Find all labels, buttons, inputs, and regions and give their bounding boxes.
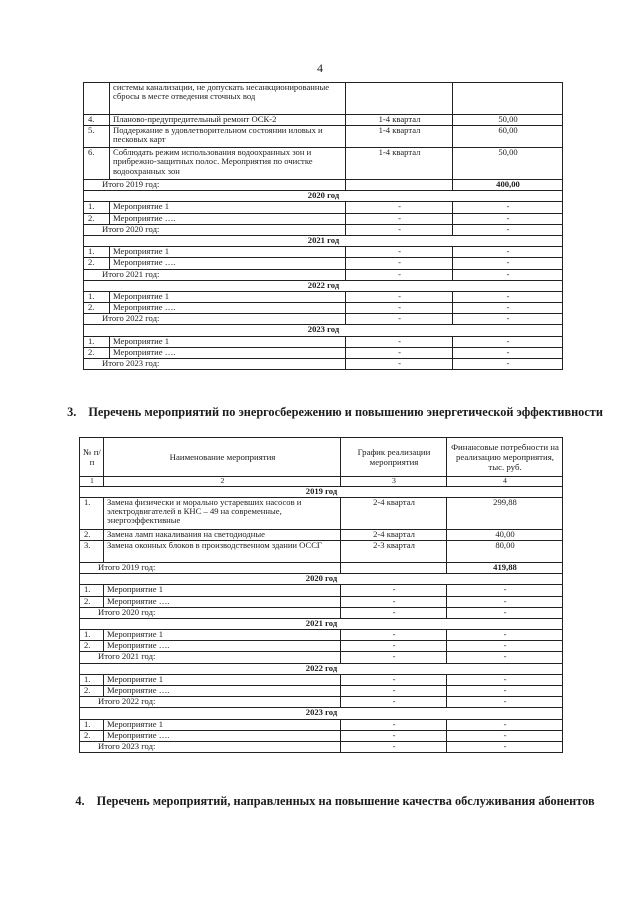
cost-cell: -: [447, 641, 563, 652]
row-number: 2.: [84, 303, 110, 314]
measure-name: Мероприятие ….: [104, 686, 341, 697]
measure-name: Планово-предупредительный ремонт ОСК-2: [110, 115, 346, 126]
year-row: [80, 663, 563, 674]
cost-cell: -: [453, 202, 563, 213]
table-row: [84, 347, 563, 358]
schedule-cell: -: [341, 630, 447, 641]
row-number: 2.: [84, 213, 110, 224]
header-name: Наименование мероприятия: [104, 438, 341, 477]
schedule-cell: 1-4 квартал: [346, 115, 453, 126]
year-row: [80, 708, 563, 719]
cost-cell: -: [453, 247, 563, 258]
schedule-cell: -: [346, 347, 453, 358]
table-row: [84, 303, 563, 314]
table-row: [84, 148, 563, 180]
schedule-cell: -: [346, 336, 453, 347]
schedule-cell: -: [341, 641, 447, 652]
table-row: [84, 336, 563, 347]
cost-cell: -: [447, 674, 563, 685]
schedule-cell: -: [341, 585, 447, 596]
year-label: 2021 год: [84, 235, 563, 246]
total-row: [80, 652, 563, 663]
measure-name: Мероприятие 1: [110, 202, 346, 213]
table-row: [80, 585, 563, 596]
schedule-cell: -: [341, 652, 447, 663]
cost-cell: 40,00: [447, 529, 563, 540]
year-row: [84, 191, 563, 202]
year-label: 2020 год: [84, 191, 563, 202]
cost-cell: 419,88: [447, 562, 563, 573]
column-number: 1: [80, 477, 104, 487]
total-row: [84, 224, 563, 235]
total-row: [84, 180, 563, 191]
row-number: 2.: [80, 686, 104, 697]
table2-column-numbers-row: [80, 477, 563, 487]
cost-cell: -: [453, 269, 563, 280]
table-row: [80, 674, 563, 685]
cost-cell: -: [453, 347, 563, 358]
year-label: 2020 год: [80, 574, 563, 585]
schedule-cell: -: [346, 202, 453, 213]
total-row: [80, 741, 563, 752]
row-number: 1.: [80, 630, 104, 641]
column-number: 4: [447, 477, 563, 487]
cost-cell: -: [453, 314, 563, 325]
section-3-number: 3.: [67, 405, 77, 419]
measure-name: Поддержание в удовлетворительном состоянии иловых и песковых карт: [110, 126, 346, 148]
row-number: 2.: [80, 641, 104, 652]
row-number: 2.: [80, 529, 104, 540]
row-number: 2.: [80, 596, 104, 607]
total-row: [84, 359, 563, 370]
total-row: [84, 314, 563, 325]
row-number: 2.: [84, 258, 110, 269]
measure-name: Мероприятие ….: [110, 213, 346, 224]
table-row: [80, 730, 563, 741]
total-label: Итого 2023 год:: [80, 741, 341, 752]
schedule-cell: -: [346, 303, 453, 314]
row-number: 5.: [84, 126, 110, 148]
measure-name: Мероприятие ….: [110, 347, 346, 358]
header-schedule: График реализации мероприятия: [341, 438, 447, 477]
cost-cell: -: [447, 652, 563, 663]
measure-name: Мероприятие ….: [104, 730, 341, 741]
table-row: [84, 247, 563, 258]
table-row: [84, 291, 563, 302]
cost-cell: -: [453, 258, 563, 269]
total-row: [80, 607, 563, 618]
measure-name: Мероприятие 1: [104, 719, 341, 730]
measure-name: Мероприятие 1: [110, 336, 346, 347]
schedule-cell: -: [341, 674, 447, 685]
schedule-cell: -: [341, 730, 447, 741]
energy-saving-measures-table: [79, 437, 563, 753]
table-row: [84, 258, 563, 269]
table-row: [80, 497, 563, 529]
schedule-cell: 2-3 квартал: [341, 540, 447, 562]
cost-cell: -: [447, 697, 563, 708]
total-label: Итого 2022 год:: [80, 697, 341, 708]
cost-cell: 299,88: [447, 497, 563, 529]
row-number: 6.: [84, 148, 110, 180]
row-number: 2.: [84, 347, 110, 358]
schedule-cell: -: [346, 359, 453, 370]
table-row: [80, 596, 563, 607]
schedule-cell: [346, 83, 453, 115]
table-row: [80, 641, 563, 652]
row-number: 1.: [84, 291, 110, 302]
header-cost: Финансовые потребности на реализацию мероприятия, тыс. руб.: [447, 438, 563, 477]
total-label: Итого 2023 год:: [84, 359, 346, 370]
row-number: 1.: [80, 719, 104, 730]
measure-name: Соблюдать режим использования водоохранных зон и прибрежно-защитных полос. Мероприятия по очистке водоохранных зон: [110, 148, 346, 180]
row-number: 1.: [84, 247, 110, 258]
section-3-title: [60, 405, 610, 419]
cost-cell: 400,00: [453, 180, 563, 191]
cost-cell: -: [447, 730, 563, 741]
year-label: 2022 год: [84, 280, 563, 291]
schedule-cell: -: [346, 213, 453, 224]
cost-cell: -: [453, 291, 563, 302]
measure-name: Замена ламп накаливания на светодиодные: [104, 529, 341, 540]
total-label: Итого 2019 год:: [80, 562, 341, 573]
row-number: 2.: [80, 730, 104, 741]
schedule-cell: -: [346, 224, 453, 235]
total-label: Итого 2020 год:: [80, 607, 341, 618]
cost-cell: 50,00: [453, 148, 563, 180]
schedule-cell: -: [341, 719, 447, 730]
schedule-cell: -: [346, 291, 453, 302]
schedule-cell: -: [341, 741, 447, 752]
total-row: [80, 697, 563, 708]
cost-cell: -: [453, 224, 563, 235]
table1-body: [84, 83, 563, 370]
measure-name: Мероприятие ….: [110, 303, 346, 314]
cost-cell: [453, 83, 563, 115]
year-label: 2023 год: [80, 708, 563, 719]
cost-cell: -: [447, 596, 563, 607]
schedule-cell: [346, 180, 453, 191]
header-num: № п/п: [80, 438, 104, 477]
table-row: [84, 202, 563, 213]
measure-name: Мероприятие ….: [110, 258, 346, 269]
schedule-cell: [341, 562, 447, 573]
schedule-cell: -: [341, 607, 447, 618]
schedule-cell: 1-4 квартал: [346, 148, 453, 180]
column-number: 2: [104, 477, 341, 487]
measure-name: Мероприятие 1: [110, 291, 346, 302]
measure-name: системы канализации, не допускать несанкционированные сбросы в месте отведения сточных вод: [110, 83, 346, 115]
year-row: [84, 325, 563, 336]
cost-cell: -: [453, 336, 563, 347]
year-row: [80, 486, 563, 497]
cost-cell: -: [447, 607, 563, 618]
row-number: 1.: [80, 497, 104, 529]
table-row: [80, 529, 563, 540]
measure-name: Мероприятие ….: [104, 596, 341, 607]
cost-cell: 80,00: [447, 540, 563, 562]
table-row: [80, 719, 563, 730]
schedule-cell: -: [346, 269, 453, 280]
year-row: [80, 574, 563, 585]
table-row: [80, 630, 563, 641]
measure-name: Замена оконных блоков в производственном здании ОССГ: [104, 540, 341, 562]
row-number: 1.: [80, 674, 104, 685]
total-label: Итого 2021 год:: [80, 652, 341, 663]
cost-cell: -: [453, 213, 563, 224]
column-number: 3: [341, 477, 447, 487]
schedule-cell: -: [346, 258, 453, 269]
measure-name: Замена физически и морально устаревших насосов и электродвигателей в КНС – 49 на современные, энергоэффективные: [104, 497, 341, 529]
table2-body: [80, 486, 563, 753]
cost-cell: -: [447, 585, 563, 596]
table-row: [84, 126, 563, 148]
schedule-cell: -: [341, 697, 447, 708]
measure-name: Мероприятие 1: [110, 247, 346, 258]
schedule-cell: -: [346, 247, 453, 258]
schedule-cell: -: [341, 686, 447, 697]
table2-header-row: [80, 438, 563, 477]
cost-cell: -: [447, 630, 563, 641]
schedule-cell: -: [346, 314, 453, 325]
year-label: 2022 год: [80, 663, 563, 674]
page-number: 4: [317, 61, 323, 75]
schedule-cell: 1-4 квартал: [346, 126, 453, 148]
row-number: 1.: [84, 336, 110, 347]
cost-cell: -: [453, 359, 563, 370]
year-row: [80, 618, 563, 629]
table-row: [80, 686, 563, 697]
row-number: 1.: [80, 585, 104, 596]
measure-name: Мероприятие ….: [104, 641, 341, 652]
table-row: [84, 115, 563, 126]
section-4-title: [60, 794, 610, 808]
cost-cell: 50,00: [453, 115, 563, 126]
row-number: 4.: [84, 115, 110, 126]
total-label: Итого 2022 год:: [84, 314, 346, 325]
table-row: [84, 83, 563, 115]
year-label: 2023 год: [84, 325, 563, 336]
cost-cell: -: [447, 719, 563, 730]
schedule-cell: 2-4 квартал: [341, 497, 447, 529]
total-label: Итого 2019 год:: [84, 180, 346, 191]
row-number: [84, 83, 110, 115]
cost-cell: -: [447, 686, 563, 697]
wastewater-measures-table: [83, 82, 563, 370]
section-4-number: 4.: [75, 794, 85, 808]
year-row: [84, 235, 563, 246]
table-row: [80, 540, 563, 562]
cost-cell: -: [453, 303, 563, 314]
year-row: [84, 280, 563, 291]
table-row: [84, 213, 563, 224]
measure-name: Мероприятие 1: [104, 585, 341, 596]
total-row: [84, 269, 563, 280]
year-label: 2019 год: [80, 486, 563, 497]
measure-name: Мероприятие 1: [104, 674, 341, 685]
total-label: Итого 2020 год:: [84, 224, 346, 235]
measure-name: Мероприятие 1: [104, 630, 341, 641]
total-row: [80, 562, 563, 573]
total-label: Итого 2021 год:: [84, 269, 346, 280]
row-number: 3.: [80, 540, 104, 562]
schedule-cell: 2-4 квартал: [341, 529, 447, 540]
section-4-heading: Перечень мероприятий, направленных на повышение качества обслуживания абонентов: [96, 794, 595, 808]
year-label: 2021 год: [80, 618, 563, 629]
cost-cell: 60,00: [453, 126, 563, 148]
row-number: 1.: [84, 202, 110, 213]
cost-cell: -: [447, 741, 563, 752]
schedule-cell: -: [341, 596, 447, 607]
section-3-heading: Перечень мероприятий по энергосбережению и повышению энергетической эффективности: [88, 405, 603, 419]
